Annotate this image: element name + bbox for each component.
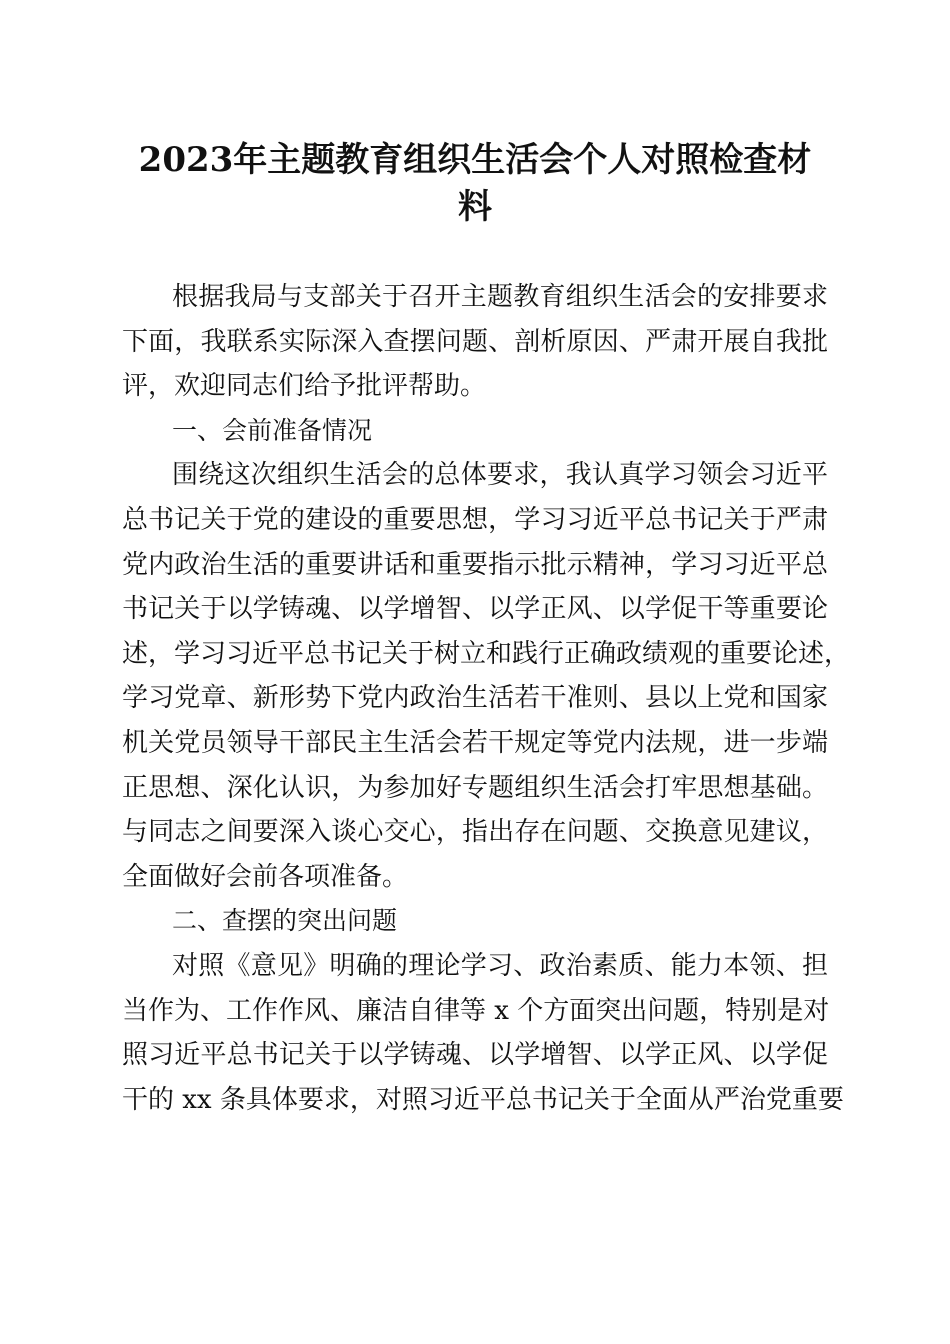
paragraph-line: 正思想、深化认识，为参加好专题组织生活会打牢思想基础。 (122, 772, 828, 803)
paragraph-line: 照习近平总书记关于以学铸魂、以学增智、以学正风、以学促 (122, 1040, 828, 1071)
paragraph-line: 总书记关于党的建设的重要思想，学习习近平总书记关于严肃 (122, 504, 828, 535)
paragraph-line: 围绕这次组织生活会的总体要求，我认真学习领会习近平 (172, 460, 828, 491)
paragraph-line: 全面做好会前各项准备。 (122, 861, 409, 892)
document-title-line-1: 2023年主题教育组织生活会个人对照检查材 (138, 140, 812, 180)
section-heading-2: 二、查摆的突出问题 (172, 906, 398, 936)
paragraph-line: 根据我局与支部关于召开主题教育组织生活会的安排要求 (172, 282, 828, 312)
paragraph-line: 评，欢迎同志们给予批评帮助。 (122, 371, 487, 402)
paragraph-line: 当作为、工作作风、廉洁自律等 x 个方面突出问题，特别是对 (122, 995, 830, 1026)
paragraph-line: 干的 xx 条具体要求，对照习近平总书记关于全面从严治党重要 (122, 1084, 844, 1115)
paragraph-line: 书记关于以学铸魂、以学增智、以学正风、以学促干等重要论 (122, 594, 828, 625)
paragraph-line: 下面，我联系实际深入查摆问题、剖析原因、严肃开展自我批 (122, 326, 828, 357)
paragraph-line: 对照《意见》明确的理论学习、政治素质、能力本领、担 (172, 950, 828, 981)
paragraph-line: 述，学习习近平总书记关于树立和践行正确政绩观的重要论述， (122, 638, 851, 669)
paragraph-line: 与同志之间要深入谈心交心，指出存在问题、交换意见建议， (122, 817, 828, 848)
paragraph-line: 党内政治生活的重要讲话和重要指示批示精神，学习习近平总 (122, 549, 828, 580)
document-body (122, 275, 851, 1122)
paragraph-line: 学习党章、新形势下党内政治生活若干准则、县以上党和国家 (122, 683, 828, 714)
document-title-line-2: 料 (458, 187, 492, 227)
paragraph-line: 机关党员领导干部民主生活会若干规定等党内法规，进一步端 (122, 727, 828, 758)
section-heading-1: 一、会前准备情况 (172, 415, 373, 445)
